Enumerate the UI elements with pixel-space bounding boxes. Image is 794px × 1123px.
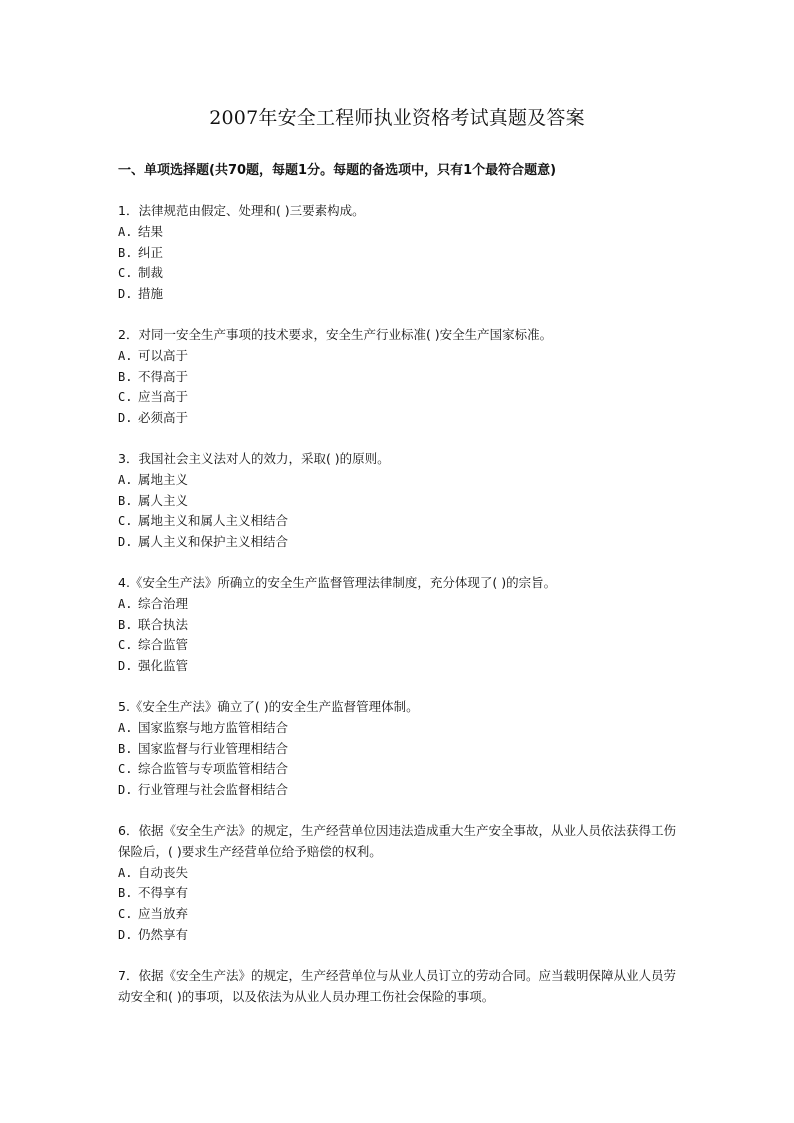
option-text: 结果: [138, 223, 164, 239]
option-text: 综合监管与专项监管相结合: [138, 761, 289, 777]
option-c: [118, 904, 678, 925]
option-letter: A.: [118, 865, 133, 880]
option-a: [118, 222, 678, 243]
question-text: 4.《安全生产法》所确立的安全生产监督管理法律制度，充分体现了( )的宗旨。: [118, 574, 557, 590]
option-text: 强化监管: [138, 658, 189, 674]
option-text: 应当高于: [138, 389, 189, 405]
option-letter: B.: [118, 245, 133, 260]
option-letter: D.: [118, 287, 133, 302]
option-d: [118, 780, 678, 801]
option-text: 属人主义: [138, 492, 189, 508]
option-text: 综合监管: [138, 637, 189, 653]
option-b: [118, 367, 678, 388]
section-heading: 一、单项选择题(共70题，每题1分。每题的备选项中，只有1个最符合题意): [118, 163, 557, 178]
question-7: [118, 966, 678, 1008]
option-a: [118, 346, 678, 367]
option-c: [118, 387, 678, 408]
option-letter: B.: [118, 493, 133, 508]
option-d: [118, 284, 678, 305]
option-text: 行业管理与社会监督相结合: [138, 782, 289, 798]
option-letter: D.: [118, 535, 133, 550]
option-c: [118, 635, 678, 656]
option-letter: D.: [118, 783, 133, 798]
option-text: 应当放弃: [138, 906, 189, 922]
option-letter: C.: [118, 762, 133, 777]
question-text: 6．依据《安全生产法》的规定，生产经营单位因违法造成重大生产安全事故，从业人员依法获得工伤保险后，( )要求生产经营单位给予赔偿的权利。: [118, 822, 676, 859]
option-letter: B.: [118, 369, 133, 384]
question-list: [118, 201, 678, 1027]
option-text: 不得享有: [138, 885, 189, 901]
option-list: [118, 594, 678, 677]
option-a: [118, 470, 678, 491]
option-letter: C.: [118, 266, 133, 281]
question-6: [118, 821, 678, 946]
option-b: [118, 739, 678, 760]
option-list: [118, 222, 678, 305]
document-title: 2007年安全工程师执业资格考试真题及答案: [209, 107, 585, 129]
option-text: 纠正: [138, 244, 164, 260]
question-text: 7．依据《安全生产法》的规定，生产经营单位与从业人员订立的劳动合同。应当载明保障从业人员劳动安全和( )的事项，以及依法为从业人员办理工伤社会保险的事项。: [118, 967, 676, 1004]
option-letter: C.: [118, 638, 133, 653]
option-text: 可以高于: [138, 347, 189, 363]
option-letter: A.: [118, 472, 133, 487]
option-a: [118, 718, 678, 739]
option-text: 仍然享有: [138, 926, 189, 942]
option-text: 制裁: [138, 265, 164, 281]
option-letter: A.: [118, 720, 133, 735]
option-letter: A.: [118, 224, 133, 239]
option-text: 不得高于: [138, 368, 189, 384]
option-text: 属地主义: [138, 471, 189, 487]
option-text: 联合执法: [138, 616, 189, 632]
option-b: [118, 615, 678, 636]
option-d: [118, 925, 678, 946]
option-a: [118, 863, 678, 884]
option-text: 必须高于: [138, 410, 189, 426]
option-c: [118, 759, 678, 780]
option-text: 属地主义和属人主义相结合: [138, 513, 289, 529]
question-text: 2．对同一安全生产事项的技术要求，安全生产行业标准( )安全生产国家标准。: [118, 326, 553, 342]
option-letter: C.: [118, 390, 133, 405]
option-letter: D.: [118, 659, 133, 674]
question-5: [118, 697, 678, 801]
option-text: 措施: [138, 286, 164, 302]
option-d: [118, 408, 678, 429]
option-c: [118, 511, 678, 532]
option-b: [118, 883, 678, 904]
option-letter: C.: [118, 907, 133, 922]
option-a: [118, 594, 678, 615]
option-d: [118, 532, 678, 553]
option-letter: B.: [118, 617, 133, 632]
option-letter: D.: [118, 411, 133, 426]
option-list: [118, 718, 678, 801]
option-text: 国家监督与行业管理相结合: [138, 740, 289, 756]
question-text: 5.《安全生产法》确立了( )的安全生产监督管理体制。: [118, 698, 419, 714]
option-letter: C.: [118, 514, 133, 529]
question-2: [118, 325, 678, 429]
question-3: [118, 449, 678, 553]
option-b: [118, 243, 678, 264]
option-letter: B.: [118, 741, 133, 756]
question-4: [118, 573, 678, 677]
question-1: [118, 201, 678, 305]
option-text: 属人主义和保护主义相结合: [138, 534, 289, 550]
option-list: [118, 863, 678, 946]
question-text: 1．法律规范由假定、处理和( )三要素构成。: [118, 203, 365, 218]
option-b: [118, 491, 678, 512]
option-list: [118, 346, 678, 429]
option-letter: D.: [118, 927, 133, 942]
option-letter: B.: [118, 886, 133, 901]
question-text: 3．我国社会主义法对人的效力，采取( )的原则。: [118, 450, 390, 466]
option-list: [118, 470, 678, 553]
option-letter: A.: [118, 596, 133, 611]
option-text: 国家监察与地方监管相结合: [138, 719, 289, 735]
option-text: 综合治理: [138, 595, 189, 611]
option-letter: A.: [118, 348, 133, 363]
option-d: [118, 656, 678, 677]
option-text: 自动丧失: [138, 864, 189, 880]
option-c: [118, 263, 678, 284]
